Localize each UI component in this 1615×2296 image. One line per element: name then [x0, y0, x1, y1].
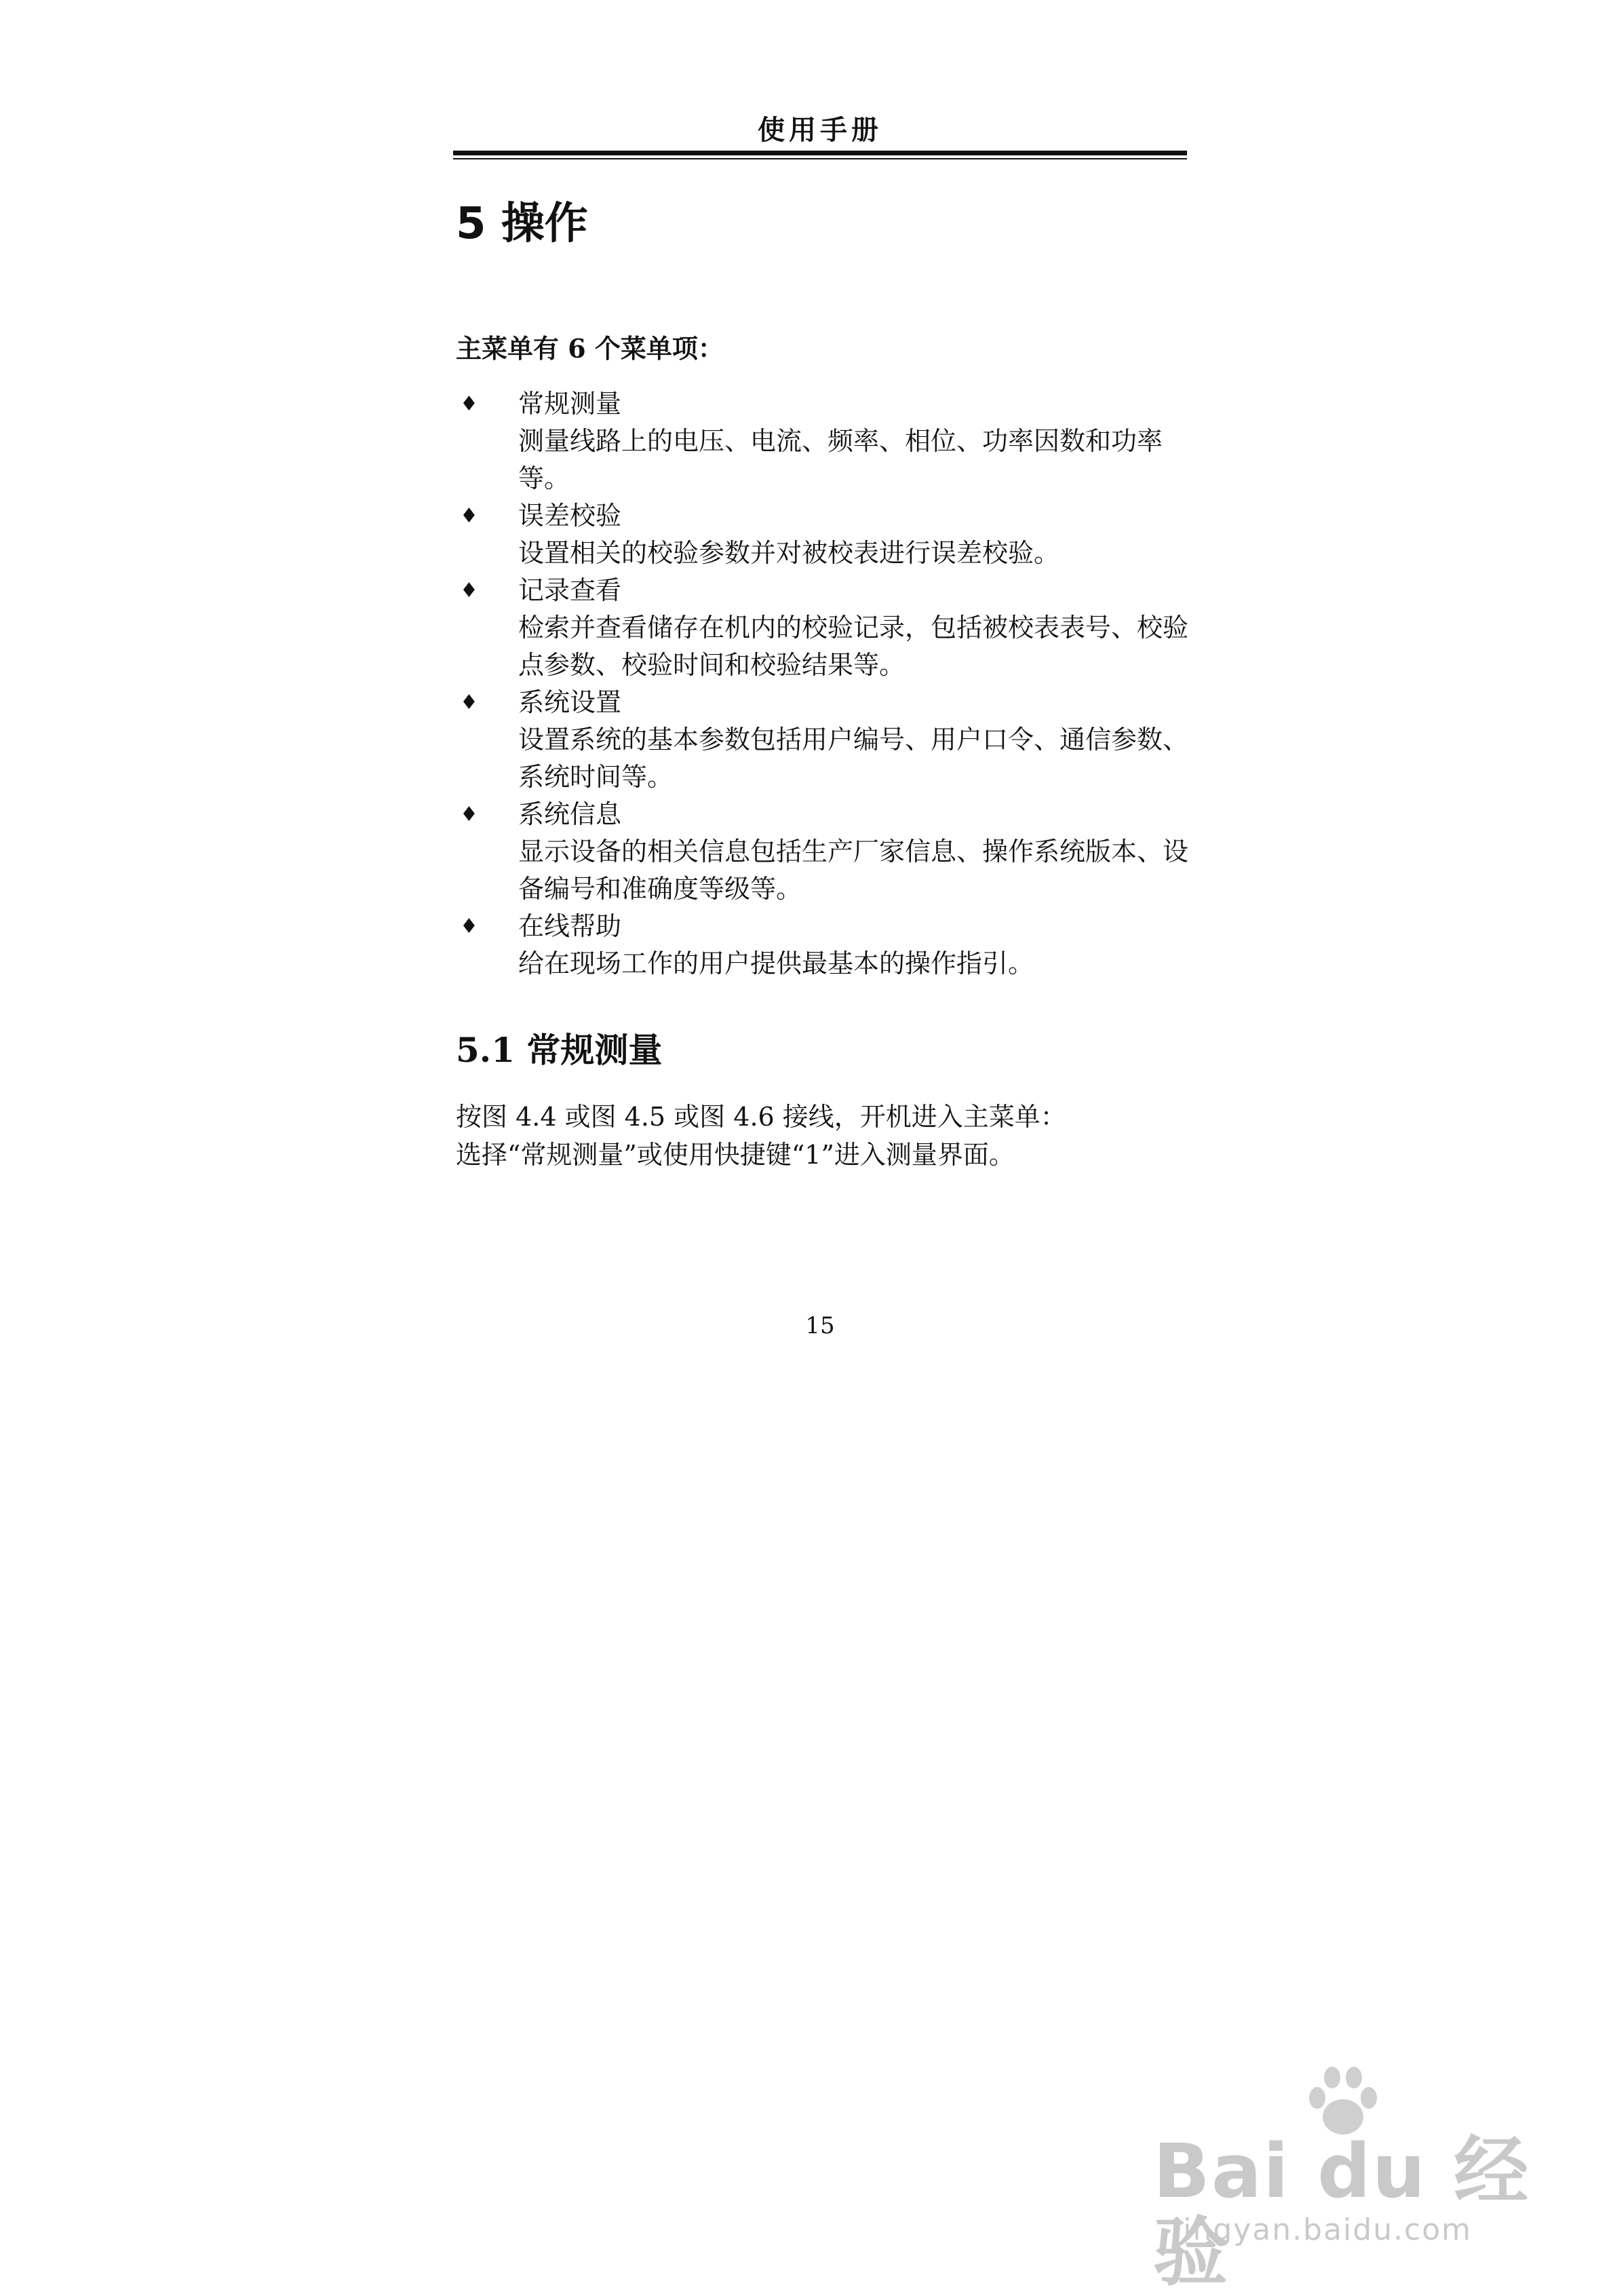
- menu-item-title: 记录查看: [518, 575, 622, 605]
- diamond-bullet-icon: ♦: [460, 579, 478, 602]
- menu-item-description: 检索并查看储存在机内的校验记录，包括被校表表号、校验点参数、校验时间和校验结果等。: [518, 613, 1189, 680]
- diamond-bullet-icon: ♦: [460, 691, 478, 714]
- section-paragraph: 选择“常规测量”或使用快捷键“1”进入测量界面。: [456, 1140, 1015, 1170]
- diamond-bullet-icon: ♦: [460, 504, 478, 528]
- menu-item-description: 测量线路上的电压、电流、频率、相位、功率因数和功率等。: [518, 426, 1163, 493]
- header-rule-thin: [453, 158, 1187, 159]
- diamond-bullet-icon: ♦: [460, 915, 478, 938]
- section-title: 5.1 常规测量: [456, 1030, 663, 1070]
- menu-item-title: 常规测量: [518, 389, 622, 419]
- list-item: [456, 497, 1188, 572]
- list-item: [456, 572, 1188, 684]
- menu-item-title: 系统设置: [518, 687, 622, 717]
- list-item: [456, 684, 1188, 796]
- diamond-bullet-icon: ♦: [460, 392, 478, 416]
- watermark-url-text: jingyan.baidu.com: [1173, 2213, 1473, 2247]
- menu-item-title: 系统信息: [518, 799, 622, 829]
- list-item: [456, 796, 1188, 908]
- section-paragraph: 按图 4.4 或图 4.5 或图 4.6 接线，开机进入主菜单：: [456, 1102, 1066, 1132]
- menu-intro: 主菜单有 6 个菜单项：: [456, 333, 724, 364]
- menu-item-description: 显示设备的相关信息包括生产厂家信息、操作系统版本、设备编号和准确度等级等。: [518, 837, 1189, 904]
- watermark-brand-text: Bai du 经验: [1153, 2128, 1530, 2296]
- menu-item-description: 设置系统的基本参数包括用户编号、用户口令、通信参数、系统时间等。: [518, 725, 1189, 792]
- list-item: [456, 908, 1188, 982]
- page-number: 15: [805, 1312, 835, 1339]
- diamond-bullet-icon: ♦: [460, 803, 478, 826]
- chapter-title: 5 操作: [456, 199, 588, 249]
- running-header-title: 使用手册: [758, 115, 882, 146]
- menu-item-description: 设置相关的校验参数并对被校表进行误差校验。: [518, 538, 1060, 568]
- menu-item-title: 在线帮助: [518, 911, 622, 941]
- menu-item-title: 误差校验: [518, 501, 622, 531]
- list-item: [456, 385, 1188, 497]
- menu-item-description: 给在现场工作的用户提供最基本的操作指引。: [518, 949, 1034, 978]
- menu-item-list: [456, 385, 1188, 982]
- header-rule-thick: [453, 151, 1187, 155]
- baidu-jingyan-watermark: [1153, 2063, 1533, 2296]
